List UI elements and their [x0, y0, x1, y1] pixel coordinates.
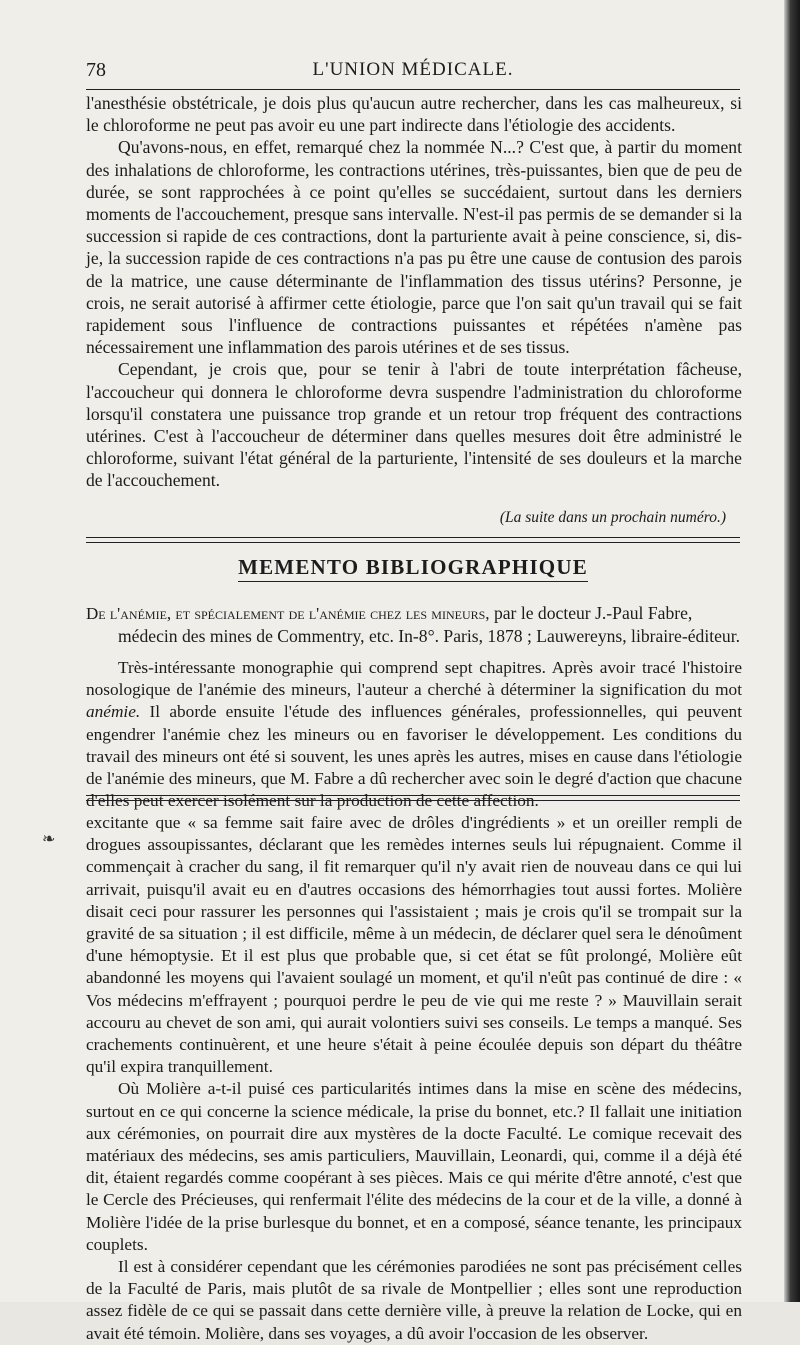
review-word: anémie. — [86, 702, 141, 722]
feuilleton-divider — [86, 795, 740, 801]
review-text — [86, 657, 742, 812]
article-continuation — [86, 92, 742, 492]
section-divider — [86, 537, 740, 543]
margin-mark: ❧ — [42, 831, 56, 848]
article-paragraph: l'anesthésie obstétricale, je dois plus qu'aucun autre rechercher, dans les cas malheureux, si le chloroforme ne peut pas avoir eu une part indirecte dans l'étiologie des accidents. — [86, 93, 742, 136]
memento-title: MEMENTO BIBLIOGRAPHIQUE — [238, 555, 588, 582]
header-rule — [86, 89, 740, 90]
page-header — [86, 57, 740, 87]
review-before: Très-intéressante monographie qui comprend sept chapitres. Après avoir tracé l'histoire nosologique de l'anémie des mineurs, l'auteur a cherché à déterminer la signification du mot — [86, 658, 742, 700]
continuation-note: (La suite dans un prochain numéro.) — [499, 509, 726, 526]
entry-details: médecin des mines de Commentry, etc. In-8°. Paris, 1878 ; Lauwereyns, libraire-éditeur. — [118, 626, 740, 647]
feuilleton-paragraph: Il est à considérer cependant que les cérémonies parodiées ne sont pas précisément celles de la Faculté de Paris, mais plutôt de sa rivale de Montpellier ; elles sont une reproduction assez fidèle de ce qui se passait dans cette dernière ville, à preuve la relation de Locke, qui en avait été témoin. Molière, dans ses voyages, a dû avoir l'occasion de les observer. — [86, 1257, 742, 1343]
journal-title: L'UNION MÉDICALE. — [312, 59, 514, 80]
page-edge-shadow — [784, 0, 800, 1302]
entry-title: De l'anémie, et spécialement de l'anémie chez les mineurs, — [86, 604, 490, 623]
article-paragraph: Cependant, je crois que, pour se tenir à l'abri de toute interprétation fâcheuse, l'accoucheur qui donnera le chloroforme devra suspendre l'administration du chloroforme lorsqu'il constatera une puissance trop grande et un retour trop fréquent des contractions utérines. C'est à l'accoucheur de déterminer dans quelles mesures doit être administré le chloroforme, suivant l'état général de la parturiente, l'intensité de ses douleurs et la marche de l'accouchement. — [86, 359, 742, 491]
page-number: 78 — [86, 59, 106, 81]
entry-byline: par le docteur J.-Paul Fabre, — [493, 603, 693, 623]
feuilleton-text — [86, 812, 742, 1345]
bibliography-entry — [86, 602, 742, 647]
feuilleton-paragraph: excitante que « sa femme sait faire avec de drôles d'ingrédients » et un oreiller rempli de drogues assoupissantes, déclarant que les remèdes internes seuls lui répugnaient. Comme il commençait à cracher du sang, il fit remarquer qu'il n'y avait rien de nouveau dans ce qui lui arrivait, puisqu'il avait eu en d'autres occasions des hémorrhagies tout aussi fortes. Molière disait ceci pour rassurer les personnes qui l'assistaient ; mais je crois qu'il se trompait sur la gravité de sa situation ; il est difficile, même à un médecin, de déclarer quel sera le dénoûment d'une hémoptysie. Et il est plus que probable que, si cet état se fût prolongé, Molière eût abandonné les moyens qui l'avaient soulagé un moment, et qu'il n'eût pas continué de dire : « Vos médecins m'effrayent ; pourquoi perdre le peu de vie qui me reste ? » Mauvillain serait accouru au chevet de son ami, qui aurait volontiers suivi ses conseils. Le temps a manqué. Ses crachements continuèrent, et une heure s'était à peine écoulée depuis son départ du théâtre qu'il expira tranquillement. — [86, 813, 742, 1077]
section-title — [86, 555, 740, 580]
article-paragraph: Qu'avons-nous, en effet, remarqué chez la nommée N...? C'est que, à partir du moment des inhalations de chloroforme, les contractions utérines, très-puissantes, bien que de peu de durée, se sont rapprochées à ce point qu'elles se succédaient, surtout dans les derniers moments de l'accouchement, presque sans intervalle. N'est-il pas permis de se demander si la succession si rapide de ces contractions, dont la parturiente avait à peine conscience, si, dis-je, la succession rapide de ces contractions n'a pas pu être une cause de contusion des parois de la matrice, une cause déterminante de l'inflammation des tissus utérins? Personne, je crois, ne serait autorisé à affirmer cette étiologie, parce que l'on sait qu'un travail qui se fait rapidement sous l'influence de contractions puissantes et répétées n'amène pas nécessairement une inflammation des parois utérines et de ses tissus. — [86, 137, 742, 358]
feuilleton-paragraph: Où Molière a-t-il puisé ces particularités intimes dans la mise en scène des médecins, surtout en ce qui concerne la science médicale, la prise du bonnet, etc.? Il fallait une initiation aux cérémonies, on pourrait dire aux mystères de la docte Faculté. Le comique recevait des matériaux des médecins, ses amis particuliers, Mauvillain, Leonardi, qui, comme il a déjà été dit, étaient regardés comme coopérant à ses pièces. Mais ce qui mérite d'être annoté, c'est que le Cercle des Précieuses, qui renfermait l'élite des médecins de la cour et de la ville, a donné à Molière l'idée de la prise burlesque du bonnet, et en a composé, séance tenante, les principaux couplets. — [86, 1079, 742, 1254]
review-after: Il aborde ensuite l'étude des influences générales, professionnelles, qui peuvent engendrer l'anémie chez les mineurs ou en favoriser le développement. Les conditions du travail des mineurs ont été si souvent, les unes après les autres, mises en cause dans l'étiologie de l'anémie des mineurs, que M. Fabre a dû rechercher avec soin le degré d'action que chacune d'elles peut exercer isolément sur la production de cette affection. — [86, 702, 742, 811]
